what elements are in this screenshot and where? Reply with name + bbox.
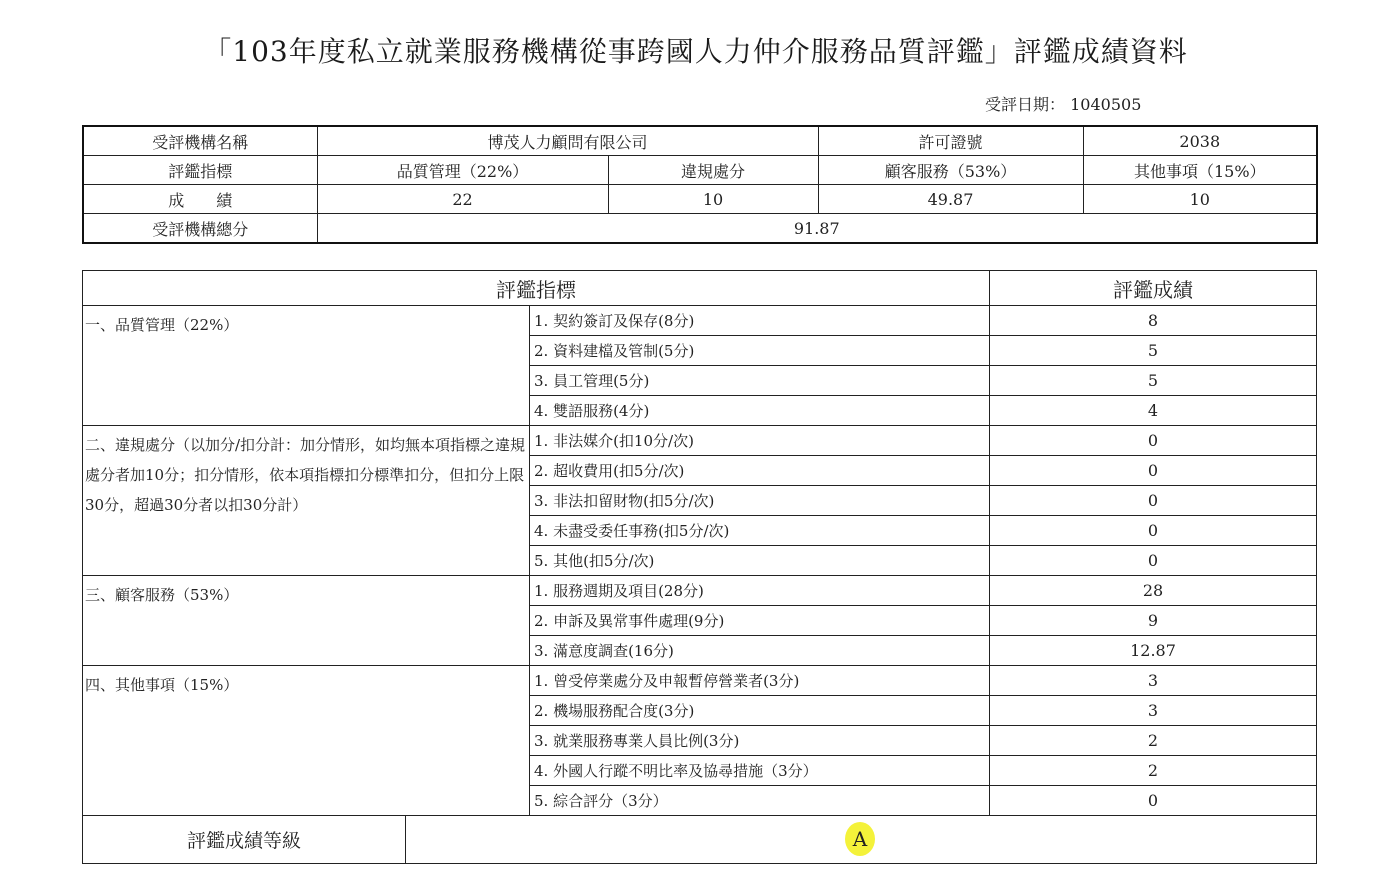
item-label: 1. 曾受停業處分及申報暫停營業者(3分) xyxy=(530,666,990,696)
item-label: 2. 超收費用(扣5分/次) xyxy=(530,456,990,486)
license-label: 許可證號 xyxy=(818,126,1083,156)
eval-date-value: 1040505 xyxy=(1070,95,1142,114)
category-name: 二、違規處分（以加分/扣分計：加分情形，如均無本項指標之違規處分者加10分；扣分情形，依本項指標扣分標準扣分，但扣分上限30分，超過30分者以扣30分計） xyxy=(83,426,530,576)
total-label: 受評機構總分 xyxy=(83,214,317,244)
summary-row-total xyxy=(83,214,1317,244)
item-score: 5 xyxy=(990,336,1317,366)
category-name: 一、品質管理（22%） xyxy=(83,306,530,426)
item-label: 1. 非法媒介(扣10分/次) xyxy=(530,426,990,456)
cat2-label: 違規處分 xyxy=(608,156,818,185)
item-score: 5 xyxy=(990,366,1317,396)
item-label: 3. 員工管理(5分) xyxy=(530,366,990,396)
item-score: 12.87 xyxy=(990,636,1317,666)
table-row xyxy=(83,306,1317,336)
license-no: 2038 xyxy=(1083,126,1317,156)
grade-value: A xyxy=(845,822,875,856)
item-score: 0 xyxy=(990,426,1317,456)
item-label: 3. 非法扣留財物(扣5分/次) xyxy=(530,486,990,516)
item-label: 4. 外國人行蹤不明比率及協尋措施（3分） xyxy=(530,756,990,786)
item-score: 0 xyxy=(990,486,1317,516)
eval-date xyxy=(985,92,1141,115)
page-title: 「103年度私立就業服務機構從事跨國人力仲介服務品質評鑑」評鑑成績資料 xyxy=(203,35,1188,68)
item-label: 4. 未盡受委任事務(扣5分/次) xyxy=(530,516,990,546)
item-score: 9 xyxy=(990,606,1317,636)
total-score: 91.87 xyxy=(317,214,1317,244)
category-name: 三、顧客服務（53%） xyxy=(83,576,530,666)
item-label: 2. 申訴及異常事件處理(9分) xyxy=(530,606,990,636)
grade-row xyxy=(83,816,1317,864)
item-score: 3 xyxy=(990,696,1317,726)
item-score: 3 xyxy=(990,666,1317,696)
table-row xyxy=(83,666,1317,696)
item-label: 1. 服務週期及項目(28分) xyxy=(530,576,990,606)
cat3-label: 顧客服務（53%） xyxy=(818,156,1083,185)
index-label: 評鑑指標 xyxy=(83,156,317,185)
score-label: 成 績 xyxy=(83,185,317,214)
cat4-label: 其他事項（15%） xyxy=(1083,156,1317,185)
item-score: 0 xyxy=(990,786,1317,816)
item-score: 0 xyxy=(990,546,1317,576)
item-label: 2. 資料建檔及管制(5分) xyxy=(530,336,990,366)
item-score: 2 xyxy=(990,726,1317,756)
item-score: 28 xyxy=(990,576,1317,606)
score3: 49.87 xyxy=(818,185,1083,214)
summary-table xyxy=(82,125,1318,244)
item-label: 3. 滿意度調查(16分) xyxy=(530,636,990,666)
detail-table xyxy=(82,270,1317,816)
item-label: 5. 其他(扣5分/次) xyxy=(530,546,990,576)
org-label: 受評機構名稱 xyxy=(83,126,317,156)
category-name: 四、其他事項（15%） xyxy=(83,666,530,816)
table-row xyxy=(83,426,1317,456)
summary-row-index xyxy=(83,156,1317,185)
item-label: 2. 機場服務配合度(3分) xyxy=(530,696,990,726)
eval-date-label: 受評日期： xyxy=(985,95,1066,114)
item-label: 3. 就業服務專業人員比例(3分) xyxy=(530,726,990,756)
item-score: 8 xyxy=(990,306,1317,336)
grade-label: 評鑑成績等級 xyxy=(83,816,406,864)
item-label: 4. 雙語服務(4分) xyxy=(530,396,990,426)
cat1-label: 品質管理（22%） xyxy=(317,156,608,185)
item-label: 1. 契約簽訂及保存(8分) xyxy=(530,306,990,336)
detail-header-row xyxy=(83,271,1317,306)
table-row xyxy=(83,576,1317,606)
item-score: 2 xyxy=(990,756,1317,786)
score4: 10 xyxy=(1083,185,1317,214)
item-label: 5. 綜合評分（3分） xyxy=(530,786,990,816)
item-score: 4 xyxy=(990,396,1317,426)
score2: 10 xyxy=(608,185,818,214)
summary-row-score xyxy=(83,185,1317,214)
grade-table xyxy=(82,815,1317,864)
score1: 22 xyxy=(317,185,608,214)
org-name: 博茂人力顧問有限公司 xyxy=(317,126,818,156)
item-score: 0 xyxy=(990,516,1317,546)
header-score: 評鑑成績 xyxy=(990,271,1317,306)
item-score: 0 xyxy=(990,456,1317,486)
header-index: 評鑑指標 xyxy=(83,271,990,306)
summary-row-org xyxy=(83,126,1317,156)
